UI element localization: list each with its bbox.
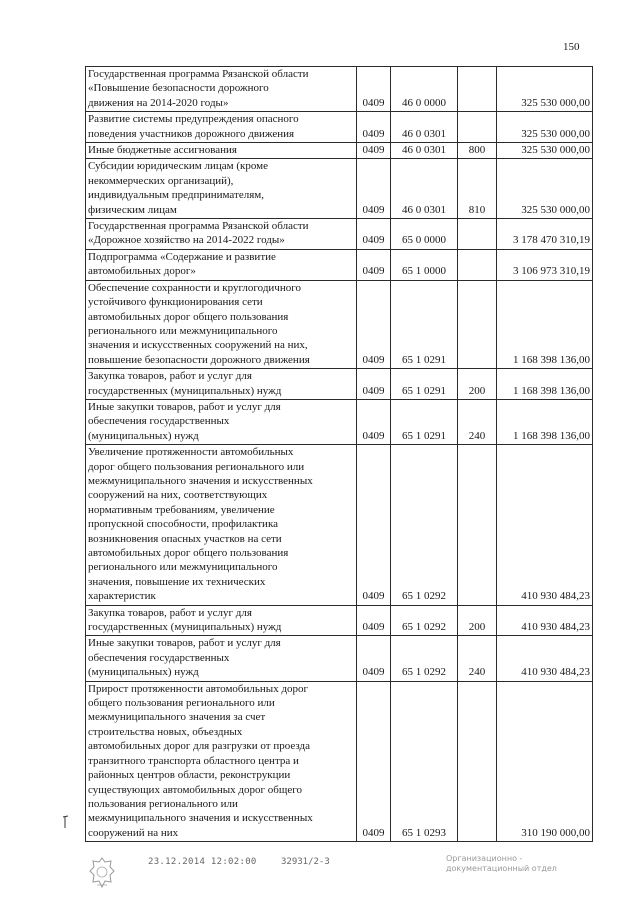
row-target-code: 65 1 0293 [391,681,458,841]
table-row [86,399,593,444]
row-name-line: сооружений на них, соответствующих [88,489,268,502]
row-target-code: 65 1 0291 [391,369,458,400]
row-name-line: Обеспечение сохранности и круглогодичного [88,281,301,294]
row-section-code: 0409 [357,681,391,841]
footer-stamp-line2: документационный отдел [446,864,557,873]
row-name-line: межмуниципального значения и искусственных [88,474,313,487]
row-section-code: 0409 [357,143,391,159]
row-target-code: 65 1 0292 [391,445,458,605]
row-name-line: нормативным требованиям, увеличение [88,503,275,516]
row-name [86,249,357,280]
row-name-line: пропускной способности, профилактика [88,518,279,531]
row-target-code: 46 0 0000 [391,67,458,112]
row-name-line: государственных (муниципальных) нужд [88,621,282,634]
footer-doc-number: 32931/2-3 [281,857,330,867]
row-section-code: 0409 [357,67,391,112]
row-expense-type: 240 [458,636,497,681]
row-name [86,159,357,219]
row-amount: 1 168 398 136,00 [497,280,593,368]
row-name-line: строительства новых, объездных [88,725,243,738]
budget-table [85,66,593,842]
row-amount: 410 930 484,23 [497,605,593,636]
row-name-line: характеристик [88,590,156,603]
row-target-code: 65 1 0000 [391,249,458,280]
row-name-line: Иные закупки товаров, работ и услуг для [88,400,281,413]
row-expense-type: 810 [458,159,497,219]
row-name [86,67,357,112]
row-name-line: транзитного транспорта областного центра и [88,754,299,767]
row-name [86,112,357,143]
budget-table-body [86,67,593,842]
row-name-line: автомобильных дорог для разгрузки от проезда [88,740,310,753]
row-name-line: общего пользования регионального или [88,697,275,710]
row-name-line: Субсидии юридическим лицам (кроме [88,160,269,173]
table-row [86,605,593,636]
row-name [86,219,357,250]
row-amount: 325 530 000,00 [497,112,593,143]
row-amount: 325 530 000,00 [497,67,593,112]
row-name-line: поведения участников дорожного движения [88,127,295,140]
row-name-line: регионального или межмуниципального [88,561,278,574]
row-name [86,605,357,636]
table-row [86,219,593,250]
row-name [86,143,357,159]
row-expense-type [458,249,497,280]
row-section-code: 0409 [357,369,391,400]
row-expense-type [458,219,497,250]
row-name-line: повышение безопасности дорожного движения [88,353,310,366]
row-name-line: существующих автомобильных дорог общего [88,783,302,796]
row-name-line: «Повышение безопасности дорожного [88,82,269,95]
row-expense-type: 800 [458,143,497,159]
footer-stamp-line1: Организационно - [446,854,523,863]
row-name-line: Увеличение протяженности автомобильных [88,446,294,459]
row-expense-type [458,681,497,841]
table-row [86,369,593,400]
row-name [86,280,357,368]
row-name-line: регионального или межмуниципального [88,324,278,337]
row-name [86,445,357,605]
coat-of-arms-icon [87,856,117,890]
row-name-line: (муниципальных) нужд [88,666,199,679]
row-section-code: 0409 [357,605,391,636]
row-target-code: 65 1 0292 [391,605,458,636]
row-name-line: (муниципальных) нужд [88,429,199,442]
footer-stamp [446,854,557,874]
row-name-line: автомобильных дорог общего пользования [88,310,289,323]
row-amount: 3 106 973 310,19 [497,249,593,280]
table-row [86,280,593,368]
row-name-line: «Дорожное хозяйство на 2014-2022 годы» [88,234,285,247]
row-section-code: 0409 [357,112,391,143]
row-section-code: 0409 [357,636,391,681]
row-name-line: Подпрограмма «Содержание и развитие [88,250,276,263]
row-name [86,369,357,400]
row-name-line: районных центров области, реконструкции [88,769,291,782]
row-amount: 325 530 000,00 [497,159,593,219]
row-name-line: Иные бюджетные ассигнования [88,144,237,157]
row-amount: 410 930 484,23 [497,636,593,681]
row-name-line: некоммерческих организаций), [88,174,234,187]
table-row [86,112,593,143]
row-target-code: 65 1 0292 [391,636,458,681]
row-amount: 1 168 398 136,00 [497,369,593,400]
row-name-line: Иные закупки товаров, работ и услуг для [88,637,281,650]
row-expense-type: 240 [458,399,497,444]
row-target-code: 46 0 0301 [391,112,458,143]
row-target-code: 65 1 0291 [391,280,458,368]
row-name-line: обеспечения государственных [88,415,230,428]
row-target-code: 65 0 0000 [391,219,458,250]
footer-date: 23.12.2014 12:02:00 [148,857,257,867]
row-name-line: Закупка товаров, работ и услуг для [88,606,252,619]
row-section-code: 0409 [357,219,391,250]
row-name-line: государственных (муниципальных) нужд [88,384,282,397]
page-number: 150 [563,41,580,53]
row-section-code: 0409 [357,399,391,444]
table-row [86,67,593,112]
row-name-line: физическим лицам [88,203,177,216]
row-expense-type: 200 [458,369,497,400]
table-row [86,249,593,280]
row-target-code: 46 0 0301 [391,143,458,159]
row-name [86,399,357,444]
row-expense-type [458,112,497,143]
row-amount: 3 178 470 310,19 [497,219,593,250]
row-expense-type [458,445,497,605]
row-name-line: движения на 2014-2020 годы» [88,96,229,109]
row-section-code: 0409 [357,159,391,219]
row-name-line: Развитие системы предупреждения опасного [88,113,299,126]
row-name-line: Государственная программа Рязанской области [88,68,309,80]
row-name-line: обеспечения государственных [88,651,230,664]
row-name-line: возникновения опасных участков на сети [88,532,282,545]
row-amount: 410 930 484,23 [497,445,593,605]
row-name-line: дорог общего пользования регионального или [88,460,305,473]
row-target-code: 46 0 0301 [391,159,458,219]
row-amount: 325 530 000,00 [497,143,593,159]
table-row [86,636,593,681]
row-name [86,681,357,841]
row-name-line: сооружений на них [88,826,179,839]
row-name-line: Закупка товаров, работ и услуг для [88,370,252,383]
row-name-line: индивидуальным предпринимателям, [88,189,264,202]
row-name-line: межмуниципального значения за счет [88,711,266,724]
row-name-line: значения и искусственных сооружений на них, [88,339,308,352]
table-row [86,159,593,219]
row-name-line: устойчивого функционирования сети [88,296,263,309]
row-name-line: Государственная программа Рязанской области [88,220,309,233]
row-section-code: 0409 [357,280,391,368]
row-expense-type [458,280,497,368]
row-name-line: автомобильных дорог» [88,265,196,278]
row-section-code: 0409 [357,445,391,605]
row-name-line: межмуниципального значения и искусственных [88,812,313,825]
table-row [86,445,593,605]
row-name-line: автомобильных дорог общего пользования [88,547,289,559]
row-target-code: 65 1 0291 [391,399,458,444]
row-section-code: 0409 [357,249,391,280]
row-expense-type: 200 [458,605,497,636]
row-name-line: значения, повышение их технических [88,575,266,588]
row-name-line: пользования регионального или [88,797,238,810]
row-name [86,636,357,681]
row-amount: 1 168 398 136,00 [497,399,593,444]
margin-mark [62,815,70,829]
table-row [86,143,593,159]
row-amount: 310 190 000,00 [497,681,593,841]
row-expense-type [458,67,497,112]
row-name-line: Прирост протяженности автомобильных дорог [88,682,309,695]
table-row [86,681,593,841]
